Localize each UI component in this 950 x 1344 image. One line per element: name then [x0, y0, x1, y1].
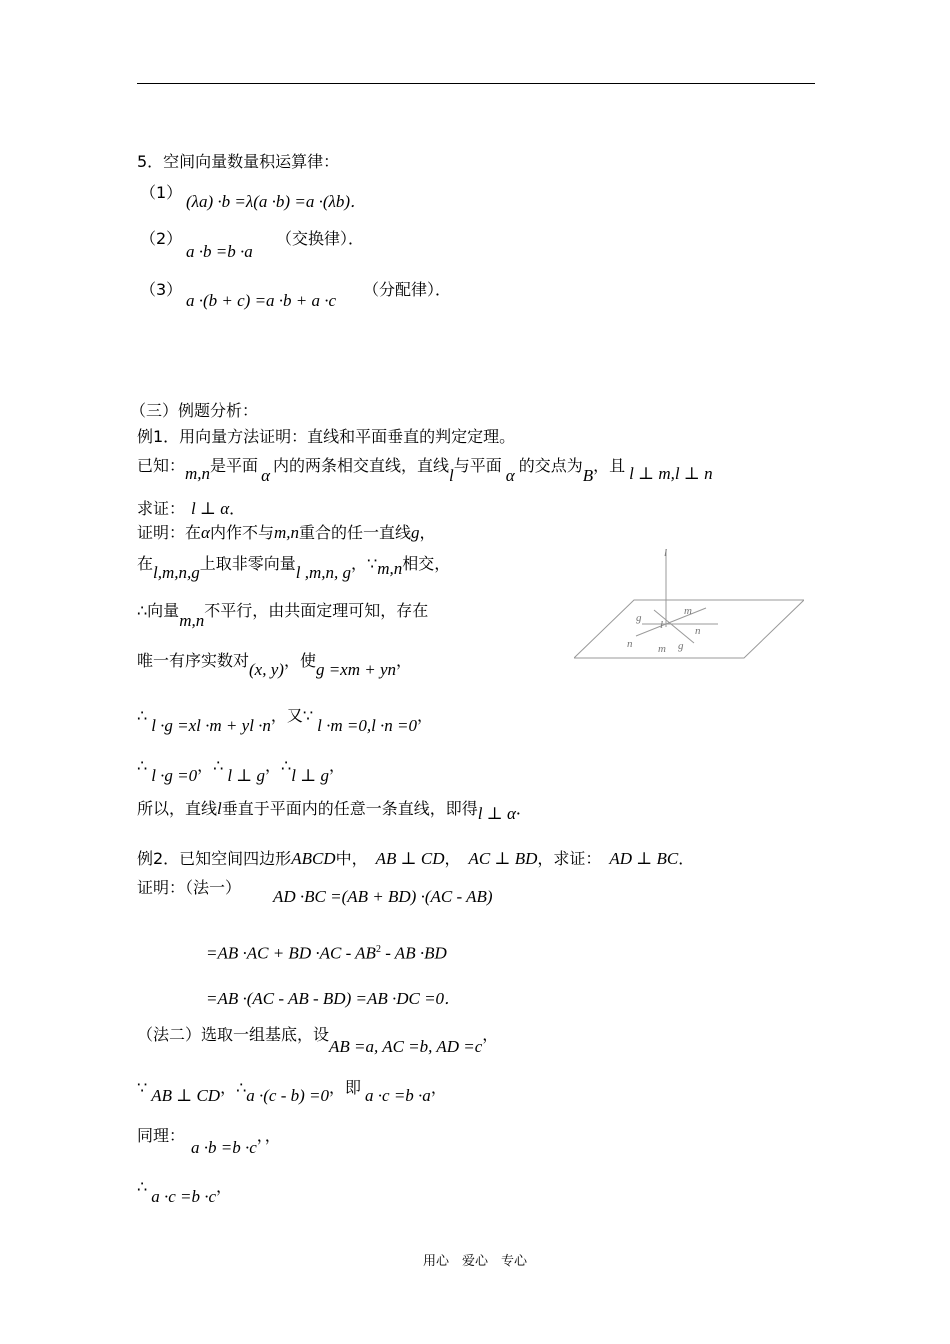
- example1-proof-line1: 证明：在α内作不与m,n重合的任一直线g，: [137, 523, 436, 542]
- page-footer: 用心 爱心 专心: [422, 1254, 527, 1269]
- example1-proof-line3: ∴向量m,n不平行，由共面定理可知，存在: [137, 601, 429, 630]
- example1-proof-line6: ∴l ·g =0，∴l ⊥ g，∴l ⊥ g，: [137, 756, 345, 785]
- plane-lines-figure: [574, 540, 804, 660]
- law-1: [140, 182, 182, 204]
- law-3-formula: a ·(b + c) =a ·b + a ·c: [186, 291, 337, 310]
- fig-label-g-left: g: [636, 612, 642, 624]
- fig-label-n-bottom: n: [627, 638, 633, 650]
- example1-conclusion: 所以，直线l垂直于平面内的任意一条直线，即得l ⊥ α．: [137, 799, 532, 823]
- fig-label-g-bottom: g: [678, 640, 684, 652]
- header-rule: [137, 83, 815, 84]
- example1-prove: 求证： l ⊥ α．: [137, 499, 246, 518]
- law-2-note: （交换律）．: [276, 229, 365, 248]
- example2-method2-line4: ∴a ·c =b ·c，: [137, 1177, 233, 1206]
- example2-eq-line3: =AB ·(AC - AB - BD) =AB ·DC =0．: [206, 989, 461, 1008]
- fig-label-n-right: n: [695, 625, 701, 637]
- examples-heading: （三）例题分析：: [130, 401, 259, 420]
- example2-method2-line2: ∵ AB ⊥ CD，∴a ·(c - b) =0，即 a ·c =b ·a，: [137, 1078, 447, 1105]
- fig-label-l-top: l: [664, 547, 668, 559]
- fig-label-m-top: m: [684, 605, 692, 617]
- example1-title: 例1．用向量方法证明：直线和平面垂直的判定定理。: [137, 427, 516, 446]
- example1-proof-line5: ∴l ·g =xl ·m + yl ·n，又∵l ·m =0,l ·n =0，: [137, 706, 434, 735]
- fig-label-l-mid: l: [660, 619, 664, 631]
- law-1-label: （1）: [140, 183, 183, 202]
- example2-eq-line2: =AB ·AC + BD $\cdot AC - AB^2$ - AB ·BD: [206, 943, 447, 963]
- law-2-formula: a ·b =b ·a: [186, 242, 253, 261]
- example1-given: 已知：m,n是平面α内的两条相交直线，直线l与平面α的交点为B，且 l ⊥ m,l ⊥ n: [137, 456, 713, 485]
- example2-eq-line1: AD ·BC =(AB + BD) ·(AC - AB): [273, 887, 493, 906]
- law-1-formula: (λa) ·b =λ(a ·b) =a ·(λb)．: [186, 192, 367, 211]
- law-3-note: （分配律）．: [363, 280, 452, 299]
- example1-proof-line2: 在l,m,n,g上取非零向量l ,m,n, g，∵m,n相交，: [137, 554, 451, 582]
- law-3: （3）: [140, 280, 183, 299]
- example1-proof-line4: 唯一有序实数对(x, y)，使g =xm + yn，: [137, 651, 413, 679]
- law-2: （2）: [140, 229, 183, 248]
- fig-label-m-bottom: m: [658, 643, 666, 655]
- section5-title: 5．空间向量数量积运算律：: [137, 152, 340, 171]
- example2-method2: （法二）选取一组基底，设AB =a, AC =b, AD =c，: [137, 1025, 499, 1056]
- example2-proof-label: 证明：（法一）: [137, 878, 242, 897]
- example2-method2-line3: 同理：a ·b =b ·c，，: [137, 1126, 281, 1157]
- example2-title: 例2．已知空间四边形ABCD中， AB ⊥ CD， AC ⊥ BD，求证： AD ⊥ BC．: [137, 849, 695, 868]
